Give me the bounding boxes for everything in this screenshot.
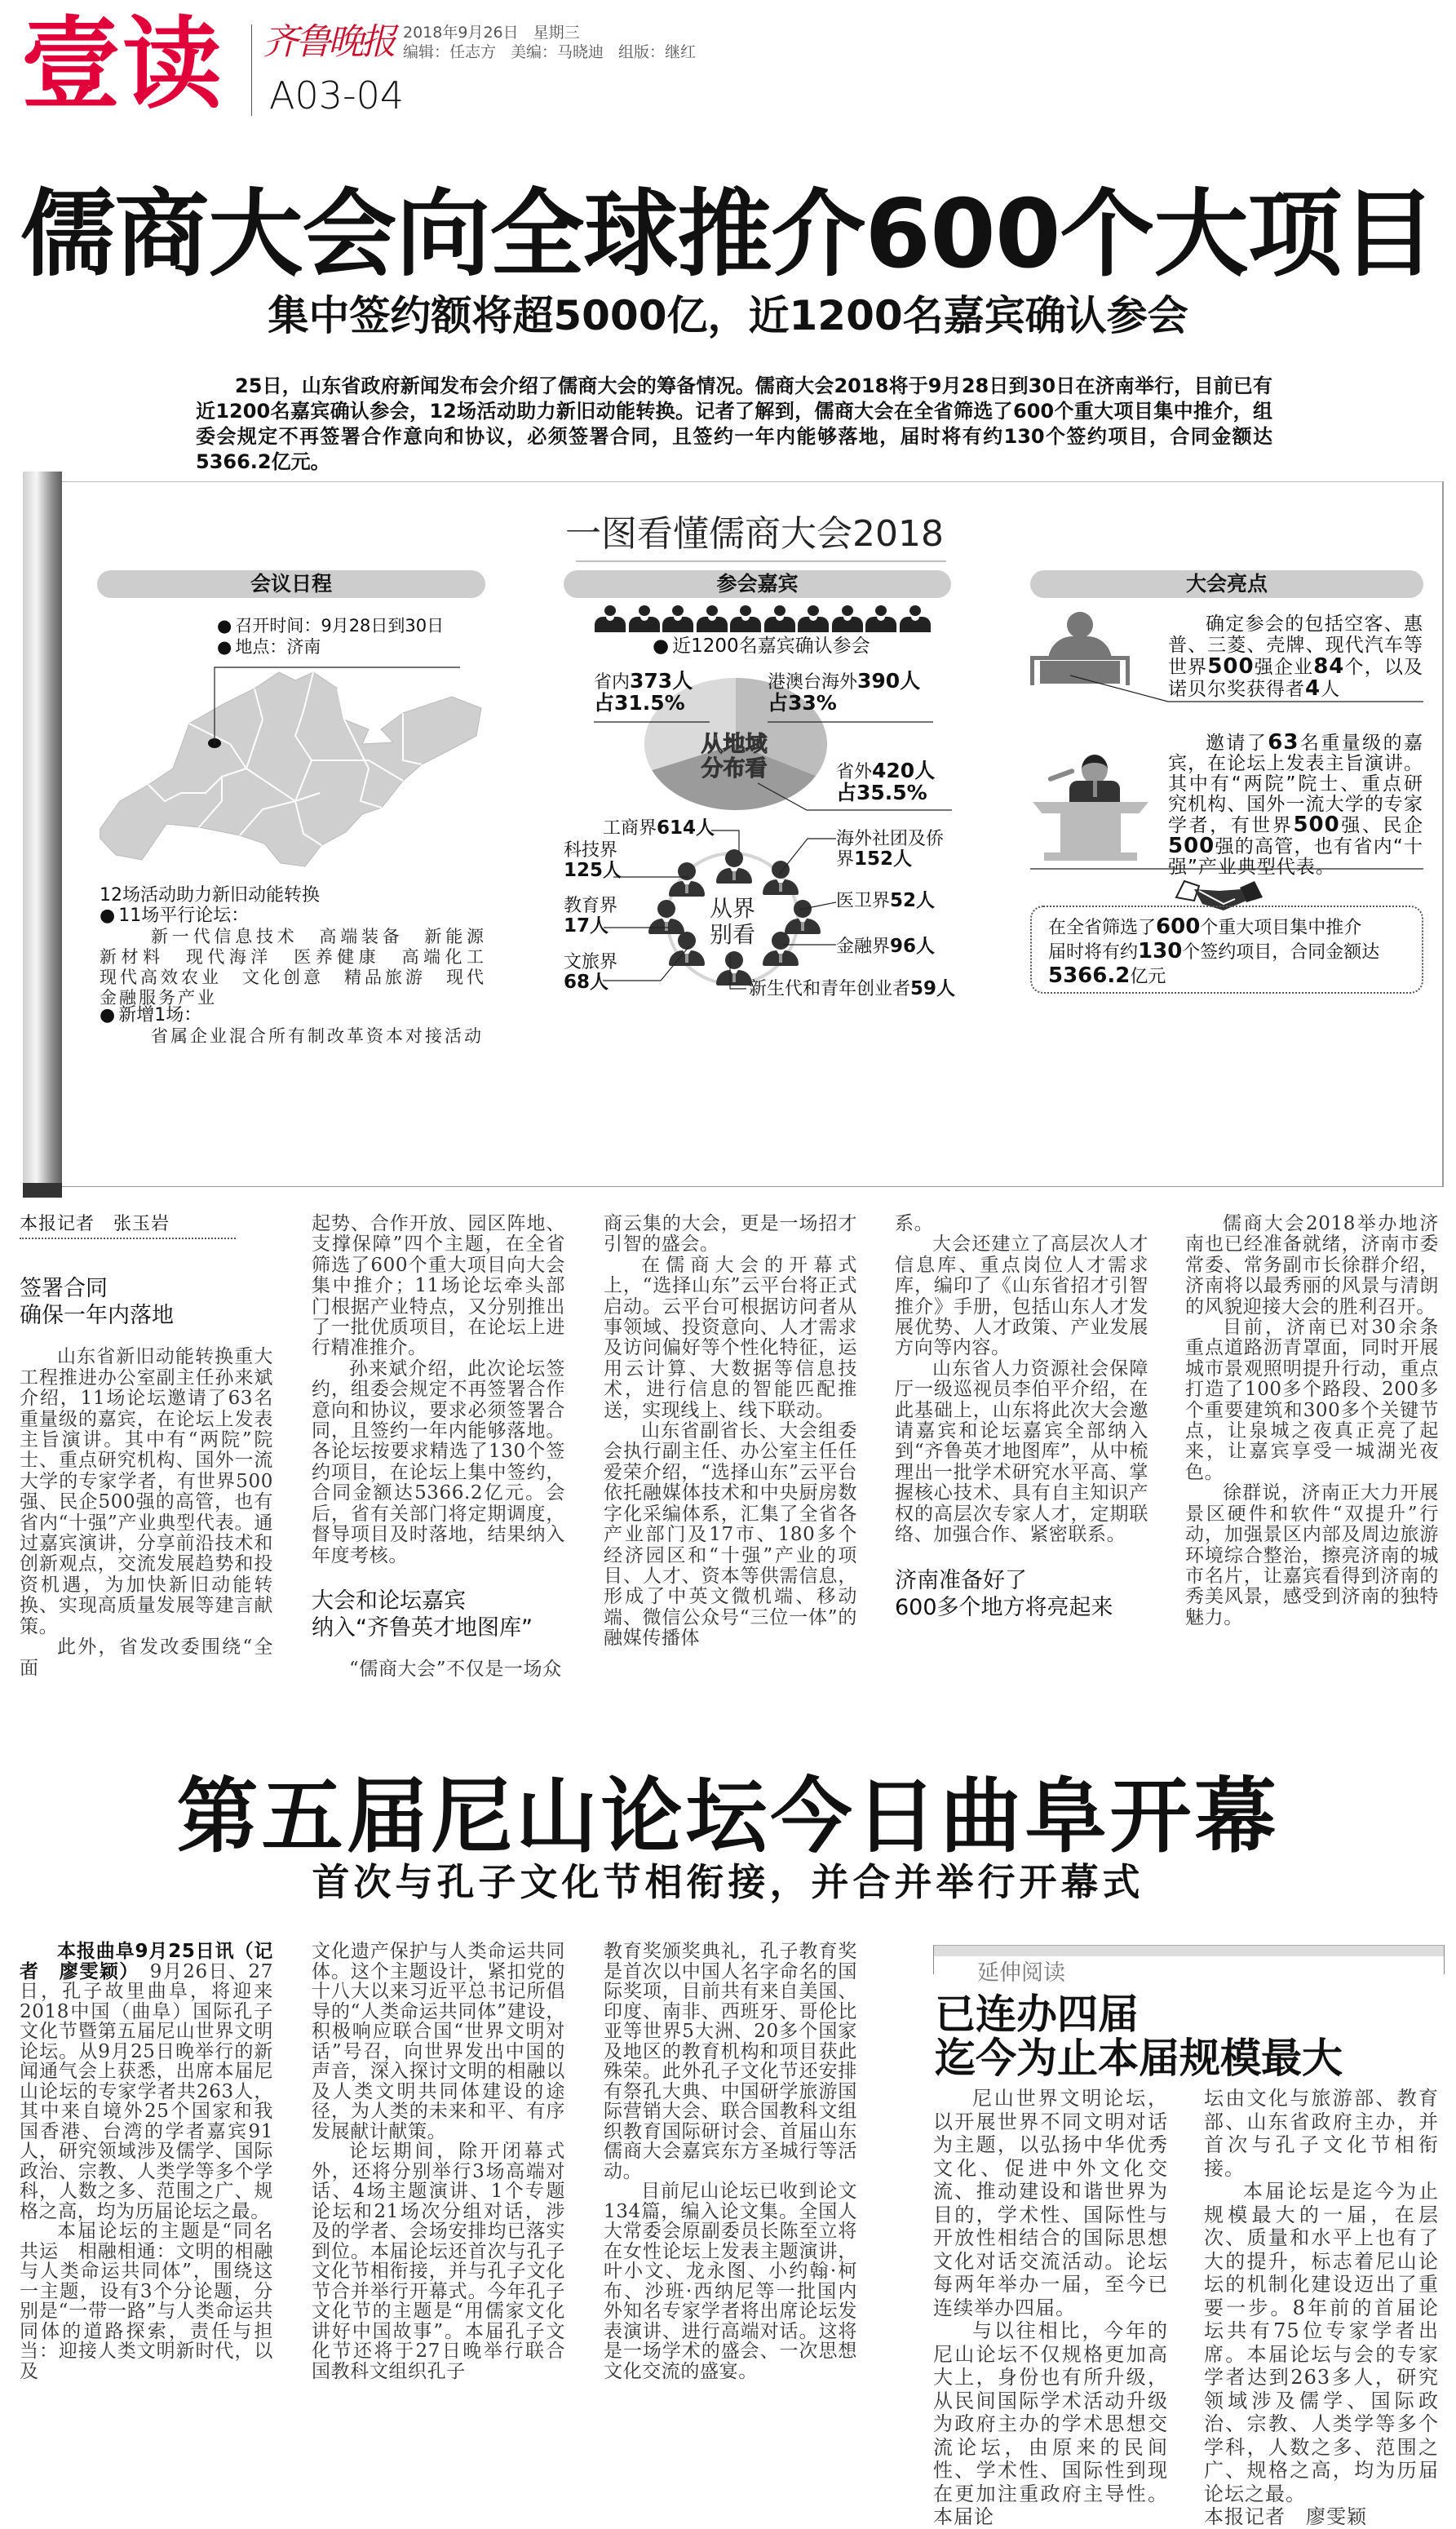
sector-people-count: 152人 <box>854 848 913 870</box>
paragraph <box>312 1359 565 1566</box>
paragraph <box>312 1942 565 2141</box>
highlights-header: 大会亮点 <box>1030 570 1423 598</box>
sector-people-count: 125人 <box>564 860 622 881</box>
forums-list: 新一代信息技术 高端装备 新能源 新材料 现代海洋 医养健康 高端化工 现代高效农业 文化创意 精品旅游 现代金融服务产业 <box>100 927 506 1008</box>
article-column <box>604 1214 857 1650</box>
newspaper-logo: 齐鲁晚报 <box>263 21 393 63</box>
sector-name: 文旅界 <box>564 952 618 972</box>
sector-person-icon <box>669 932 705 966</box>
summary-line: 5366.2亿元 <box>1048 963 1166 988</box>
sector-name: 医卫界 <box>836 891 891 911</box>
byline <box>20 1214 236 1239</box>
sector-label <box>564 896 617 937</box>
sidebar-bar-edge <box>933 1945 934 1974</box>
designer-credit: 美编：马晓迪 <box>511 43 604 61</box>
paragraph-text: 与以往相比，今年的尼山论坛不仅规格更加高大上，身份也有所升级，从民间国际学术活动升级为政府主办的学术思想交流论坛，由原来的民间性、学术性、国际性到现在更加注重政府主导性。本届论 <box>933 2319 1168 2528</box>
sector-person-icon <box>716 951 752 985</box>
sector-name: 海外社团及侨界 <box>836 829 945 870</box>
paragraph <box>604 1256 857 1421</box>
guests-header: 参会嘉宾 <box>564 570 951 598</box>
region-center-line: 从地域 <box>701 732 768 757</box>
section-name: 壹读 <box>21 7 223 122</box>
subheading-line: 大会和论坛嘉宾 <box>312 1588 466 1614</box>
region-percent: 占33% <box>768 691 837 715</box>
paragraph-text: 论坛期间，除开闭幕式外，还将分别举行3场高端对话、4场主题演讲、1个专题论坛和21场次分组对话，涉及的学者、会场安排均已落实到位。本届论坛还首次与孔子文化节相衔接，并与孔子文化节合并举行开幕式。今年孔子文化节的主题是“用儒家文化讲好中国故事”。本届孔子文化节还将于27日晚举行联合国教科文组织孔子 <box>312 2141 565 2382</box>
sector-label <box>564 840 622 881</box>
subheading-line: 签署合同 <box>20 1276 108 1302</box>
summary-line: 在全省筛选了600个重大项目集中推介 <box>1048 915 1362 939</box>
new-activity-label: ● 新增1场： <box>100 1005 201 1025</box>
paragraph-text: 本届论坛是迄今为止规模最大的一届，在层次、质量和水平上也有了大的提升，标志着尼山论坛的机制化建设迈出了重要一步。8年前的首届论坛共有75位专家学者出席。本届论坛与会的专家学者达到263多人，研究领域涉及儒学、国际政治、宗教、人类学等多个学科，人数之多、范围之广、规格之高，均为历届论坛之最。 <box>1204 2180 1439 2505</box>
region-people: 420人 <box>872 759 936 782</box>
article-column <box>604 1942 857 2381</box>
person-icon <box>900 605 931 632</box>
sector-name: 工商界 <box>603 818 657 839</box>
paragraph-text: 文化遗产保护与人类命运共同体。这个主题设计，紧扣党的十八大以来习近平总书记所倡导的“人类命运共同体”建设，积极响应联合国“世界文明对话”号召，向世界发出中国的声音，深入探讨文明的相融以及人类文明共同体建设的途径，为人类的未来和平、有序发展献计献策。 <box>312 1941 565 2142</box>
paragraph-text: 9月26日、27日，孔子故里曲阜，将迎来2018中国（曲阜）国际孔子文化节暨第五届尼山世界文明论坛。从9月25日晚举行的新闻通气会上获悉，出席本届尼山论坛的专家学者共263人，其中来自境外25个国家和我国香港、台湾的学者嘉宾91人，研究领域涉及儒学、国际政治、宗教、人类学等多个学科，人数之多、范围之广、规格之高，均为历届论坛之最。 <box>20 1960 273 2222</box>
region-label-in-province <box>594 671 693 715</box>
person-icon <box>730 605 761 632</box>
dateline-lead: 本报曲阜9月25日讯（记者 廖雯颖） <box>20 1941 273 1982</box>
meeting-place: ● 地点：济南 <box>217 637 321 658</box>
article-column <box>312 1214 565 1680</box>
guest-total: ● 近1200名嘉宾确认参会 <box>653 636 870 657</box>
paragraph <box>1185 1214 1439 1318</box>
paragraph <box>1204 2087 1439 2180</box>
infographic-title: 一图看懂儒商大会2018 <box>565 513 944 555</box>
subheading-line: 纳入“齐鲁英才地图库” <box>312 1614 533 1641</box>
jinan-location-dot <box>208 738 221 748</box>
region-center-line: 分布看 <box>701 756 768 782</box>
region-name: 省外 <box>836 762 873 782</box>
subheading-line: 600多个地方将亮起来 <box>895 1594 1113 1620</box>
paragraph-text: 山东省副省长、大会组委会执行副主任、办公室主任任爱荣介绍，“选择山东”云平台依托融媒体技术和中央厨房数字化采编体系，汇集了全省各产业部门及17市、180多个经济园区和“十强”产业的项目、人才、资本等供需信息，形成了中英文微机端、移动端、微信公众号“三位一体”的融媒传播体 <box>604 1420 857 1650</box>
paragraph-text: 在儒商大会的开幕式上，“选择山东”云平台将正式启动。云平台可根据访问者从事领域、投资意向、人才需求及访问偏好等个性化特征，运用云计算、大数据等信息技术，进行信息的智能匹配推送，实现线上、线下联动。 <box>604 1254 857 1421</box>
region-name: 港澳台海外 <box>768 672 858 693</box>
article-subheading <box>20 1275 273 1329</box>
paragraph-text: 此外，省发改委围绕“全面 <box>20 1637 273 1679</box>
summary-line: 届时将有约130个签约项目，合同金额达 <box>1048 939 1380 963</box>
shandong-map <box>100 671 483 870</box>
person-at-desk-icon <box>1030 612 1130 685</box>
sector-name: 新生代和青年创业者 <box>749 979 911 999</box>
layout-credit: 组版：继红 <box>618 43 697 61</box>
article-column <box>895 1214 1148 1639</box>
sector-center-line: 别看 <box>709 921 755 948</box>
sidebar-top-bar <box>933 1945 1445 1956</box>
region-name: 省内 <box>594 672 631 693</box>
paragraph <box>20 1942 273 2221</box>
sector-label <box>836 829 958 870</box>
sector-label <box>836 891 935 911</box>
region-label-overseas <box>768 671 920 715</box>
paragraph-text: 教育奖颁奖典礼，孔子教育奖是首次以中国人名字命名的国际奖项，目前共有来自美国、印度、南非、西班牙、哥伦比亚等世界5大洲、20多个国家及地区的教育机构和项目获此殊荣。此外孔子文化节还安排有祭孔大典、中国研学旅游国际营销大会、联合国教科文组织教育国际研讨会、首届山东儒商大会嘉宾东方圣城行等活动。 <box>604 1941 857 2182</box>
person-icon <box>629 605 660 632</box>
person-icon <box>697 605 728 632</box>
paragraph-text: 山东省新旧动能转换重大工程推进办公室副主任孙来斌介绍，11场论坛邀请了63名重量级的嘉宾，在论坛上发表主旨演讲。其中有“两院”院士、重点研究机构、国外一流大学的专家学者，有世界500强、民企500强的高管，也有省内“十强”产业典型代表。通过嘉宾演讲，分享前沿技术和创新观点，交流发展趋势和投资机遇，为加快新旧动能转换、实现高质量发展等建言献策。 <box>20 1346 273 1637</box>
paragraph-text: 商云集的大会，更是一场招才引智的盛会。 <box>604 1213 857 1256</box>
sidebar-label: 延伸阅读 <box>977 1960 1065 1986</box>
paragraph <box>895 1359 1148 1546</box>
paragraph <box>895 1234 1148 1358</box>
sector-name: 教育界 <box>564 896 618 916</box>
issue-weekday: 星期三 <box>533 24 580 42</box>
paragraph-text: “儒商大会”不仅是一场众 <box>349 1658 562 1680</box>
issue-info <box>403 23 710 62</box>
highlight-speakers: 邀请了63名重量级的嘉宾，在论坛上发表主旨演讲。其中有“两院”院士、重点研究机构、国外一流大学的专家学者，有世界500强、民企500强的高管，也有省内“十强”产业典型代表。 <box>1168 730 1424 878</box>
new-activity: 省属企业混合所有制改革资本对接活动 <box>151 1026 484 1046</box>
sector-name: 金融界 <box>836 937 891 957</box>
region-percent: 占35.5% <box>836 781 927 804</box>
header-divider <box>251 24 252 116</box>
sector-label <box>603 818 715 839</box>
forums-label: ● 11场平行论坛： <box>100 906 249 926</box>
person-icon <box>764 605 795 632</box>
paragraph-text: 起势、合作开放、园区阵地、支撑保障”四个主题，在全省筛选了600个重大项目向大会集中推介；11场论坛牵头部门根据产业特点，又分别推出了一批优质项目，在论坛上进行精准推介。 <box>312 1213 565 1359</box>
paragraph <box>604 1214 857 1256</box>
sector-people-count: 59人 <box>910 978 956 999</box>
article-column <box>1185 1214 1439 1628</box>
paragraph <box>312 1214 565 1359</box>
paragraph <box>604 1942 857 2181</box>
paragraph <box>1204 2180 1439 2505</box>
sector-center-line: 从界 <box>709 895 755 922</box>
person-icon <box>595 605 626 632</box>
paragraph <box>895 1214 1148 1234</box>
sector-label <box>836 937 935 957</box>
article-subheading <box>895 1567 1148 1621</box>
paragraph <box>604 1421 857 1649</box>
person-icon <box>832 605 863 632</box>
region-pie-center-label <box>685 733 783 782</box>
paragraph-text: 目前，济南已对30余条重点道路沥青罩面，同时开展城市景观照明提升行动，重点打造了100多个路段、200多个重要建筑和300多个关键节点，让泉城之夜真正亮了起来，让嘉宾享受一城湖光夜色。 <box>1185 1317 1439 1483</box>
scroll-decoration <box>23 472 62 1198</box>
byline <box>1204 2505 1439 2529</box>
paragraph <box>312 1659 565 1680</box>
sector-person-icon <box>763 932 799 966</box>
schedule-header: 会议日程 <box>97 570 485 598</box>
paragraph <box>933 2087 1168 2319</box>
person-icon <box>865 605 896 632</box>
paragraph-text: 儒商大会2018举办地济南也已经准备就绪，济南市委常委、常务副市长徐群介绍，济南将以最秀丽的风景与清朗的风貌迎接大会的胜利召开。 <box>1185 1213 1439 1318</box>
article-column <box>20 1214 273 1679</box>
paragraph <box>20 2221 273 2381</box>
paragraph-text: 坛由文化与旅游部、教育部、山东省政府主办，并首次与孔子文化节相衔接。 <box>1204 2087 1439 2180</box>
subheading-line: 确保一年内落地 <box>20 1303 174 1329</box>
paragraph-text: 徐群说，济南正大力开展景区硬件和软件“双提升”行动，加强景区内部及周边旅游环境综合整治，擦亮济南的城市名片，让嘉宾看得到济南的秀美风景，感受到济南的独特魅力。 <box>1185 1482 1439 1628</box>
scroll-decoration-base <box>23 1183 62 1198</box>
paragraph-text: 孙来斌介绍，此次论坛签约，组委会规定不再签署合作意向和协议，要求必须签署合同，且签约一年内能够落地。各论坛按要求精选了130个签约项目，在论坛上集中签约，合同金额达5366.2亿元。会后，省有关部门将定期调度，督导项目及时落地，结果纳入年度考核。 <box>312 1358 565 1566</box>
paragraph <box>20 1637 273 1679</box>
second-headline: 第五届尼山论坛今日曲阜开幕 <box>176 1769 1280 1864</box>
region-people: 373人 <box>630 669 693 693</box>
sidebar-title-line: 已连办四届 <box>935 1991 1139 2038</box>
paragraph <box>1185 1483 1439 1628</box>
sidebar-title-line: 迄今为止本届规模最大 <box>935 2035 1343 2082</box>
summary-text <box>1048 915 1415 989</box>
sector-person-icon <box>669 862 705 897</box>
main-subheadline: 集中签约额将超5000亿，近1200名嘉宾确认参会 <box>268 292 1188 339</box>
paragraph <box>312 2141 565 2381</box>
sector-people-count: 68人 <box>564 972 609 993</box>
paragraph-text: 尼山世界文明论坛，以开展世界不同文明对话为主题，以弘扬中华优秀文化、促进中外文化交流、推动建设和谐世界为目的，学术性、国际性与开放性相结合的国际思想文化对话交流活动。论坛每两年举办一届，至今已连续举办四届。 <box>933 2087 1168 2319</box>
paragraph <box>1185 1318 1439 1483</box>
sidebar-bar-edge <box>1444 1945 1445 1974</box>
paragraph-text: 大会还建立了高层次人才信息库、重点岗位人才需求库，编印了《山东省招才引智推介》手册，包括山东人才发展优势、人才政策、产业发展方向等内容。 <box>895 1233 1148 1359</box>
activities-title: 12场活动助力新旧动能转换 <box>100 885 320 906</box>
issue-date: 2018年9月26日 <box>403 24 519 42</box>
sector-label <box>564 952 617 993</box>
article-subheading <box>312 1588 565 1641</box>
paragraph <box>20 1347 273 1637</box>
second-subheadline: 首次与孔子文化节相衔接，并合并举行开幕式 <box>312 1860 1144 1904</box>
person-icon <box>798 605 829 632</box>
sidebar-column <box>1204 2087 1439 2529</box>
page-number: A03-04 <box>269 73 405 117</box>
article-column <box>312 1942 565 2381</box>
sector-person-icon <box>785 900 821 934</box>
main-headline: 儒商大会向全球推介600个大项目 <box>20 179 1436 290</box>
byline-text: 本报记者 张玉岩 <box>20 1214 170 1234</box>
sector-name: 科技界 <box>564 840 618 861</box>
meeting-time: ● 召开时间：9月28日到30日 <box>217 616 444 636</box>
paragraph-text: 本届论坛的主题是“同名共运 相融相通：文明的相融与人类命运共同体”，围绕这一主题，设有3个分论题，分别是“一带一路”与人类命运共同体的道路探索，责任与担当：迎接人类文明新时代，以及 <box>20 2221 273 2382</box>
region-label-out-province <box>836 760 935 804</box>
sidebar-column <box>933 2087 1168 2529</box>
intro-paragraph: 25日，山东省政府新闻发布会介绍了儒商大会的筹备情况。儒商大会2018将于9月28日到30日在济南举行，目前已有近1200名嘉宾确认参会，12场活动助力新旧动能转换。记者了解到，儒商大会在全省筛选了600个重大项目集中推介，组委会规定不再签署合作意向和协议，必须签署合同，且签约一年内能够落地，届时将有约130个签约项目，合同金额达5366.2亿元。 <box>196 374 1272 473</box>
sector-people-count: 52人 <box>890 890 936 911</box>
editor-credit: 编辑：任志方 <box>403 43 497 61</box>
paragraph-text: 目前尼山论坛已收到论文134篇，编入论文集。全国人大常委会原副委员长陈至立将在女性论坛上发表主题演讲，叶小文、龙永图、小约翰·柯布、沙班·西纳尼等一批国内外知名专家学者将出席论坛发表演讲、进行高端对话。这将是一场学术的盛会、一次思想文化交流的盛宴。 <box>604 2181 857 2382</box>
region-people: 390人 <box>857 669 921 693</box>
subheading-line: 济南准备好了 <box>895 1567 1027 1593</box>
sidebar-title <box>935 1992 1343 2080</box>
paragraph <box>604 2181 857 2381</box>
sector-person-icon <box>716 849 752 884</box>
speaker-podium-icon <box>1033 755 1148 861</box>
region-percent: 占31.5% <box>594 691 685 715</box>
sector-people-count: 614人 <box>657 817 715 839</box>
sector-person-icon <box>763 861 799 895</box>
byline-text: 本报记者 廖雯颖 <box>1204 2505 1367 2528</box>
paragraph-text: 山东省人力资源社会保障厅一级巡视员李伯平介绍，在此基础上，山东将此次大会邀请嘉宾和论坛嘉宾全部纳入到“齐鲁英才地图库”，从中梳理出一批学术研究水平高、掌握核心技术、具有自主知识产权的高层次专家人才，定期联络、加强合作、紧密联系。 <box>895 1358 1148 1546</box>
sector-person-icon <box>648 900 684 934</box>
highlight-companies: 确定参会的包括空客、惠普、三菱、壳牌、现代汽车等世界500强企业84个，以及诺贝尔奖获得者4人 <box>1168 613 1424 701</box>
sector-label <box>749 979 955 999</box>
sector-people-count: 96人 <box>890 936 936 957</box>
paragraph-text: 系。 <box>895 1213 934 1234</box>
sector-people-count: 17人 <box>564 915 609 937</box>
person-icon <box>662 605 693 632</box>
article-column <box>20 1942 273 2381</box>
paragraph <box>933 2319 1168 2529</box>
